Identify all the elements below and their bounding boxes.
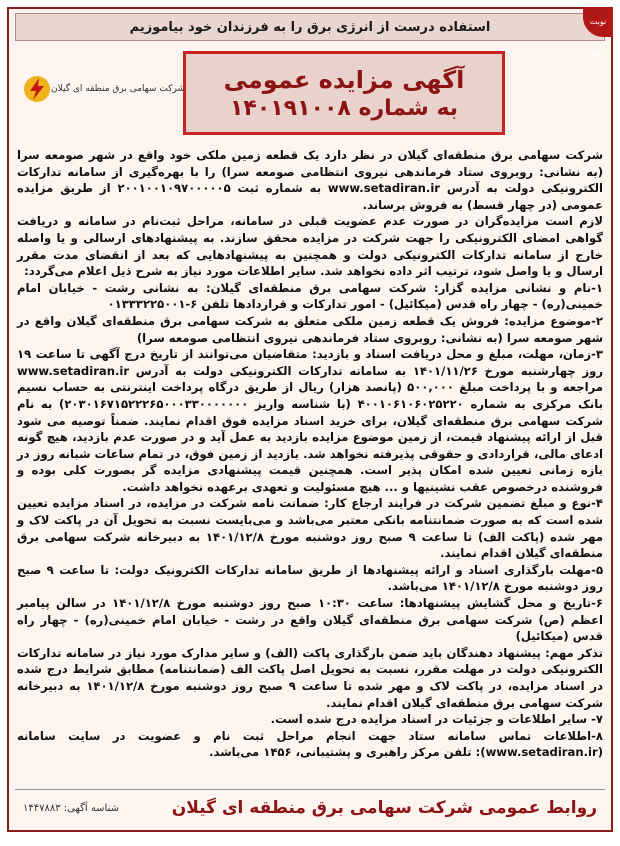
paragraph-item-2: ۲-موضوع مزایده: فروش یک قطعه زمین ملکی متعلق به شرکت سهامی برق منطقه‌ای گیلان واقع در شهر صومعه سرا (به نشانی: روبروی ستاد فرماندهی نیروی انتظامی صومعه سرا) [17, 313, 603, 345]
advertisement-page [7, 7, 613, 832]
top-banner-text: استفاده درست از انرژی برق را به فرزندان خود بیاموزیم [129, 19, 491, 35]
paragraph-registration: لازم است مزایده‌گران در صورت عدم عضویت قبلی در سامانه، مراحل ثبت‌نام در سامانه و دریافت گواهی امضای الکترونیکی را جهت شرکت در مزایده محقق سازند. به پیشنهادهای ارسالی و یا واصله خارج از سامانه تدارکات الکترونیکی دولت و همچنین به پیشنهادهایی که بعد از انقضای مدت مقرر ارسال و یا واصل شود، ترتیب اثر داده نخواهد شد. سایر اطلاعات مورد نیاز به شرح ذیل اعلام می‌گردد: [17, 214, 603, 279]
top-banner [15, 13, 605, 41]
title-line-2: به شماره ۱۴۰۱۹۱۰۰۸ [229, 95, 459, 121]
header [15, 45, 605, 141]
corner-badge: نوبت دوم [583, 7, 613, 37]
paragraph-note: تذکر مهم: پیشنهاد دهندگان باید ضمن بارگذاری پاکت (الف) و سایر مدارک مورد نیاز در سامانه تدارکات الکترونیکی دولت در مهلت مقرر، نسبت به تحویل اصل پاکت الف (ضمانتنامه) مطابق شرایط درج شده در اسناد مزایده، در پاکت لاک و مهر شده تا ساعت ۹ صبح روز دوشنبه مورخ ۱۴۰۱/۱۲/۸ به دبیرخانه شرکت سهامی برق منطقه‌ای گیلان اقدام نمایند. [17, 645, 603, 710]
public-relations-label: روابط عمومی شرکت سهامی برق منطقه ای گیلان [171, 798, 597, 818]
footer [15, 789, 605, 826]
title-line-1: آگهی مزایده عمومی [223, 65, 465, 94]
lightning-logo-icon [23, 75, 51, 103]
company-logo-text: شرکت سهامی برق منطقه ای گیلان [51, 84, 185, 94]
paragraph-item-8: ۸-اطلاعات تماس سامانه ستاد جهت انجام مراحل ثبت نام و عضویت در سایت سامانه (www.setadiran.ir): تلفن مرکز راهبری و پشتیبانی، ۱۴۵۶ می‌باشد. [17, 728, 603, 760]
announcement-body [17, 147, 603, 761]
company-logo [23, 75, 189, 103]
paragraph-intro: شرکت سهامی برق منطقه‌ای گیلان در نظر دارد یک قطعه زمین ملکی خود واقع در شهر صومعه سرا (به نشانی: روبروی ستاد فرماندهی نیروی انتظامی صومعه سرا) را با بهره‌گیری از سامانه تدارکات الکترونیکی دولت به آدرس www.setadiran.ir به شماره ثبت ۲۰۰۱۰۰۱۰۹۷۰۰۰۰۰۵ از طریق مزایده عمومی (در چهار قسط) به فروش برساند. [17, 148, 604, 212]
title-box [183, 51, 505, 135]
paragraph-item-5: ۵-مهلت بارگذاری اسناد و ارائه پیشنهادها از طریق سامانه تدارکات الکترونیک دولت: تا ساعت ۹ صبح روز دوشنبه مورخ ۱۴۰۱/۱۲/۸ می‌باشد. [17, 562, 604, 594]
paragraph-item-1: ۱-نام و نشانی مزایده گزار: شرکت سهامی برق منطقه‌ای گیلان: به نشانی رشت - خیابان امام خمینی(ره) - چهار راه قدس (میکائیل) - امور تدارکات و قراردادها تلفن ۶-۰۱۳۳۳۲۲۵۰۰۱ [17, 280, 603, 312]
paragraph-item-3: ۳-زمان، مهلت، مبلغ و محل دریافت اسناد و بازدید: متقاضیان می‌توانند از تاریخ درج آگهی تا ساعت ۱۹ روز چهارشنبه مورخ ۱۴۰۱/۱۱/۲۶ به سامانه تدارکات الکترونیکی دولت به آدرس www.setadiran.ir مراجعه و با پرداخت مبلغ ۵۰۰,۰۰۰ (پانصد هزار) ریال از طریق درگاه پرداخت اینترنتی به حساب نسیم بانک مرکزی به شماره ۴۰۰۱۰۶۱۰۶۰۲۵۲۲۰ (با شناسه واریز ۲۰۳۰۱۶۷۱۵۲۲۲۶۵۰۰۰۳۳۰۰۰۰۰۰۰) به نام شرکت سهامی برق منطقه‌ای گیلان، برای خرید اسناد مزایده فوق اقدام نمایند. ضمناً توصیه می شود قبل از ارائه پیشنهاد قیمت، از زمین موضوع مزایده بازدید به عمل آید و در صورت عدم بازدید، هیچ گونه ادعای مالی، قراردادی و حقوقی پذیرفته نخواهد شد. بازدید از زمین فوق، در تمام ساعات شبانه روز در بازه زمانی تعیین شده امکان پذیر است. همچنین قیمت پیشنهادی مزایده گر بصورت کلی بوده و فروشنده درخصوص عقب نشینیها و ... هیچ مسئولیت و تعهدی برعهده نخواهد داشت. [17, 347, 603, 494]
paragraph-item-6: ۶-تاریخ و محل گشایش پیشنهادها: ساعت ۱۰:۳۰ صبح روز دوشنبه مورخ ۱۴۰۱/۱۲/۸ در سالن پیامبر اعظم (ص) شرکت سهامی برق منطقه‌ای گیلان واقع در رشت - خیابان امام خمینی(ره) - چهار راه قدس (میکائیل) [17, 596, 603, 644]
paragraph-item-7: ۷- سایر اطلاعات و جزئیات در اسناد مزایده درج شده است. [270, 712, 603, 727]
paragraph-item-4: ۴-نوع و مبلغ تضمین شرکت در فرایند ارجاع کار: ضمانت نامه شرکت در مزایده، در اسناد مزایده تعیین شده است که به صورت ضمانتنامه بانکی معتبر می‌باشد و می‌بایست نسبت به تحویل آن در پاکت لاک و مهر شده (پاکت الف) تا ساعت ۹ صبح روز دوشنبه مورخ ۱۴۰۱/۱۲/۸ به دبیرخانه شرکت سهامی برق منطقه‌ای گیلان اقدام نمایند. [17, 496, 603, 561]
ad-id-label: شناسه آگهی: ۱۴۴۷۸۸۳ [23, 802, 120, 814]
